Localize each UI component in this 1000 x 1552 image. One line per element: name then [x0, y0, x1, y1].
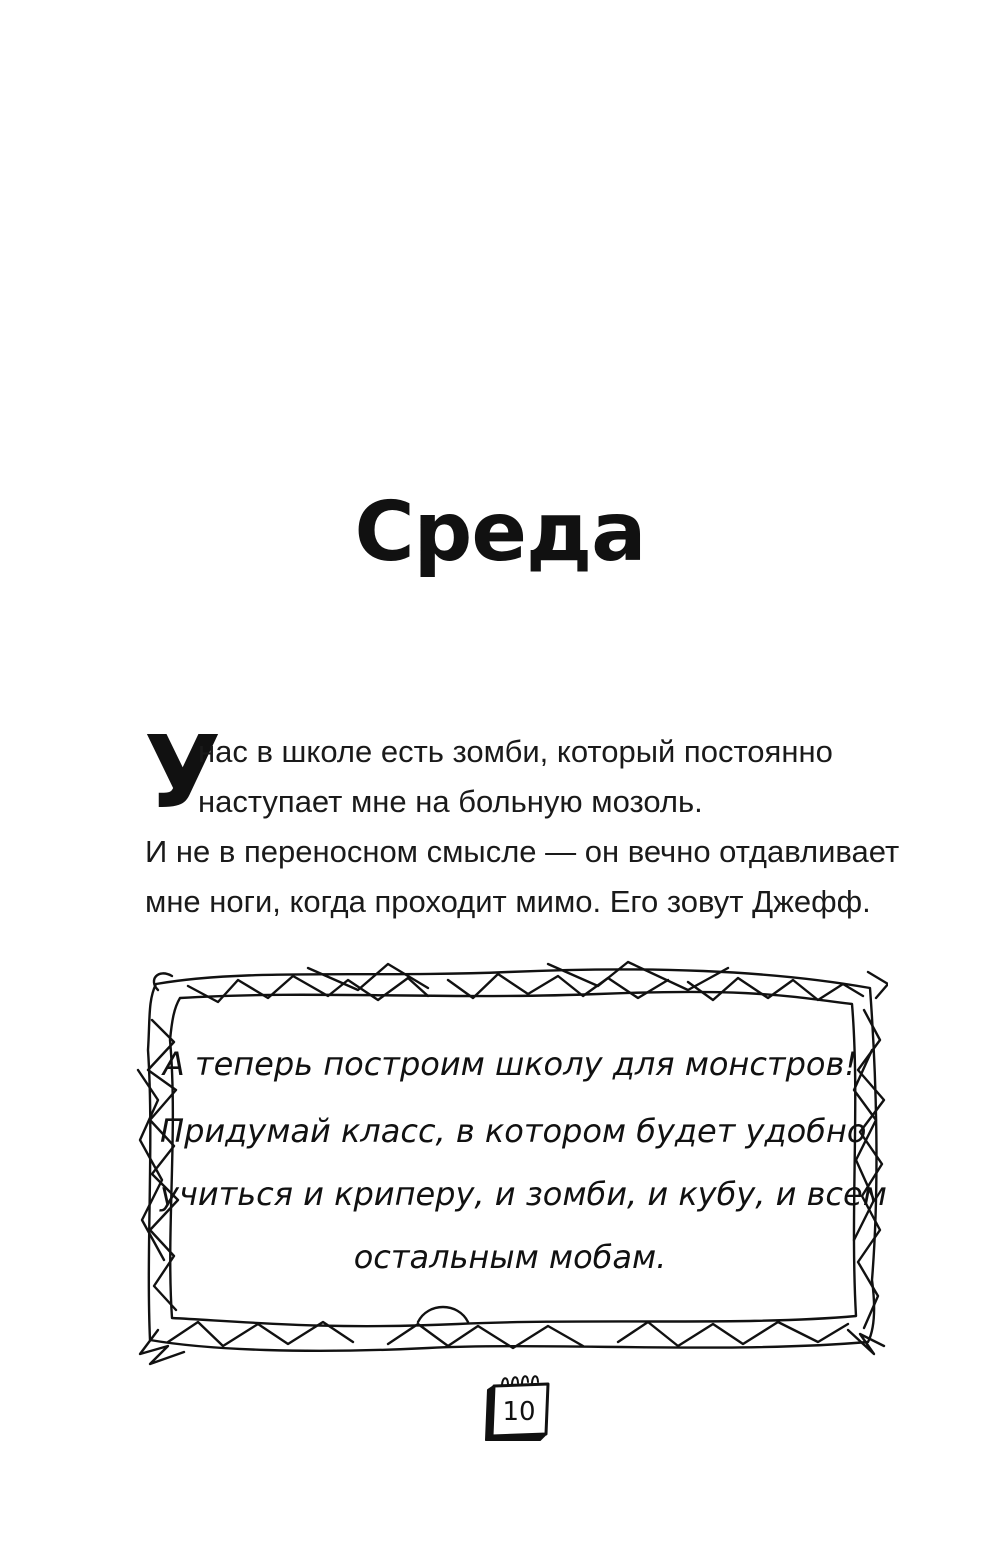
- prompt-line-4: остальным мобам.: [353, 1238, 667, 1276]
- prompt-line-1: А теперь построим школу для монстров!: [162, 1045, 858, 1083]
- prompt-line-2: Придумай класс, в котором будет удобно: [160, 1112, 867, 1150]
- prompt-line-3: учиться и криперу, и зомби, и кубу, и всем: [160, 1175, 887, 1213]
- page-number-badge: [484, 1372, 554, 1444]
- body-line-4: мне ноги, когда проходит мимо. Его зовут Джефф.: [145, 884, 871, 919]
- body-line-2: наступает мне на больную мозоль.: [198, 784, 703, 819]
- prompt-frame: [128, 950, 888, 1370]
- chapter-title: Среда: [354, 485, 646, 580]
- page-number: 10: [502, 1397, 536, 1427]
- scribble-border-icon: [128, 950, 888, 1370]
- drop-cap: У: [144, 714, 222, 831]
- body-line-1: нас в школе есть зомби, который постоянно: [198, 734, 833, 769]
- body-line-3: И не в переносном смысле — он вечно отдавливает: [145, 834, 900, 869]
